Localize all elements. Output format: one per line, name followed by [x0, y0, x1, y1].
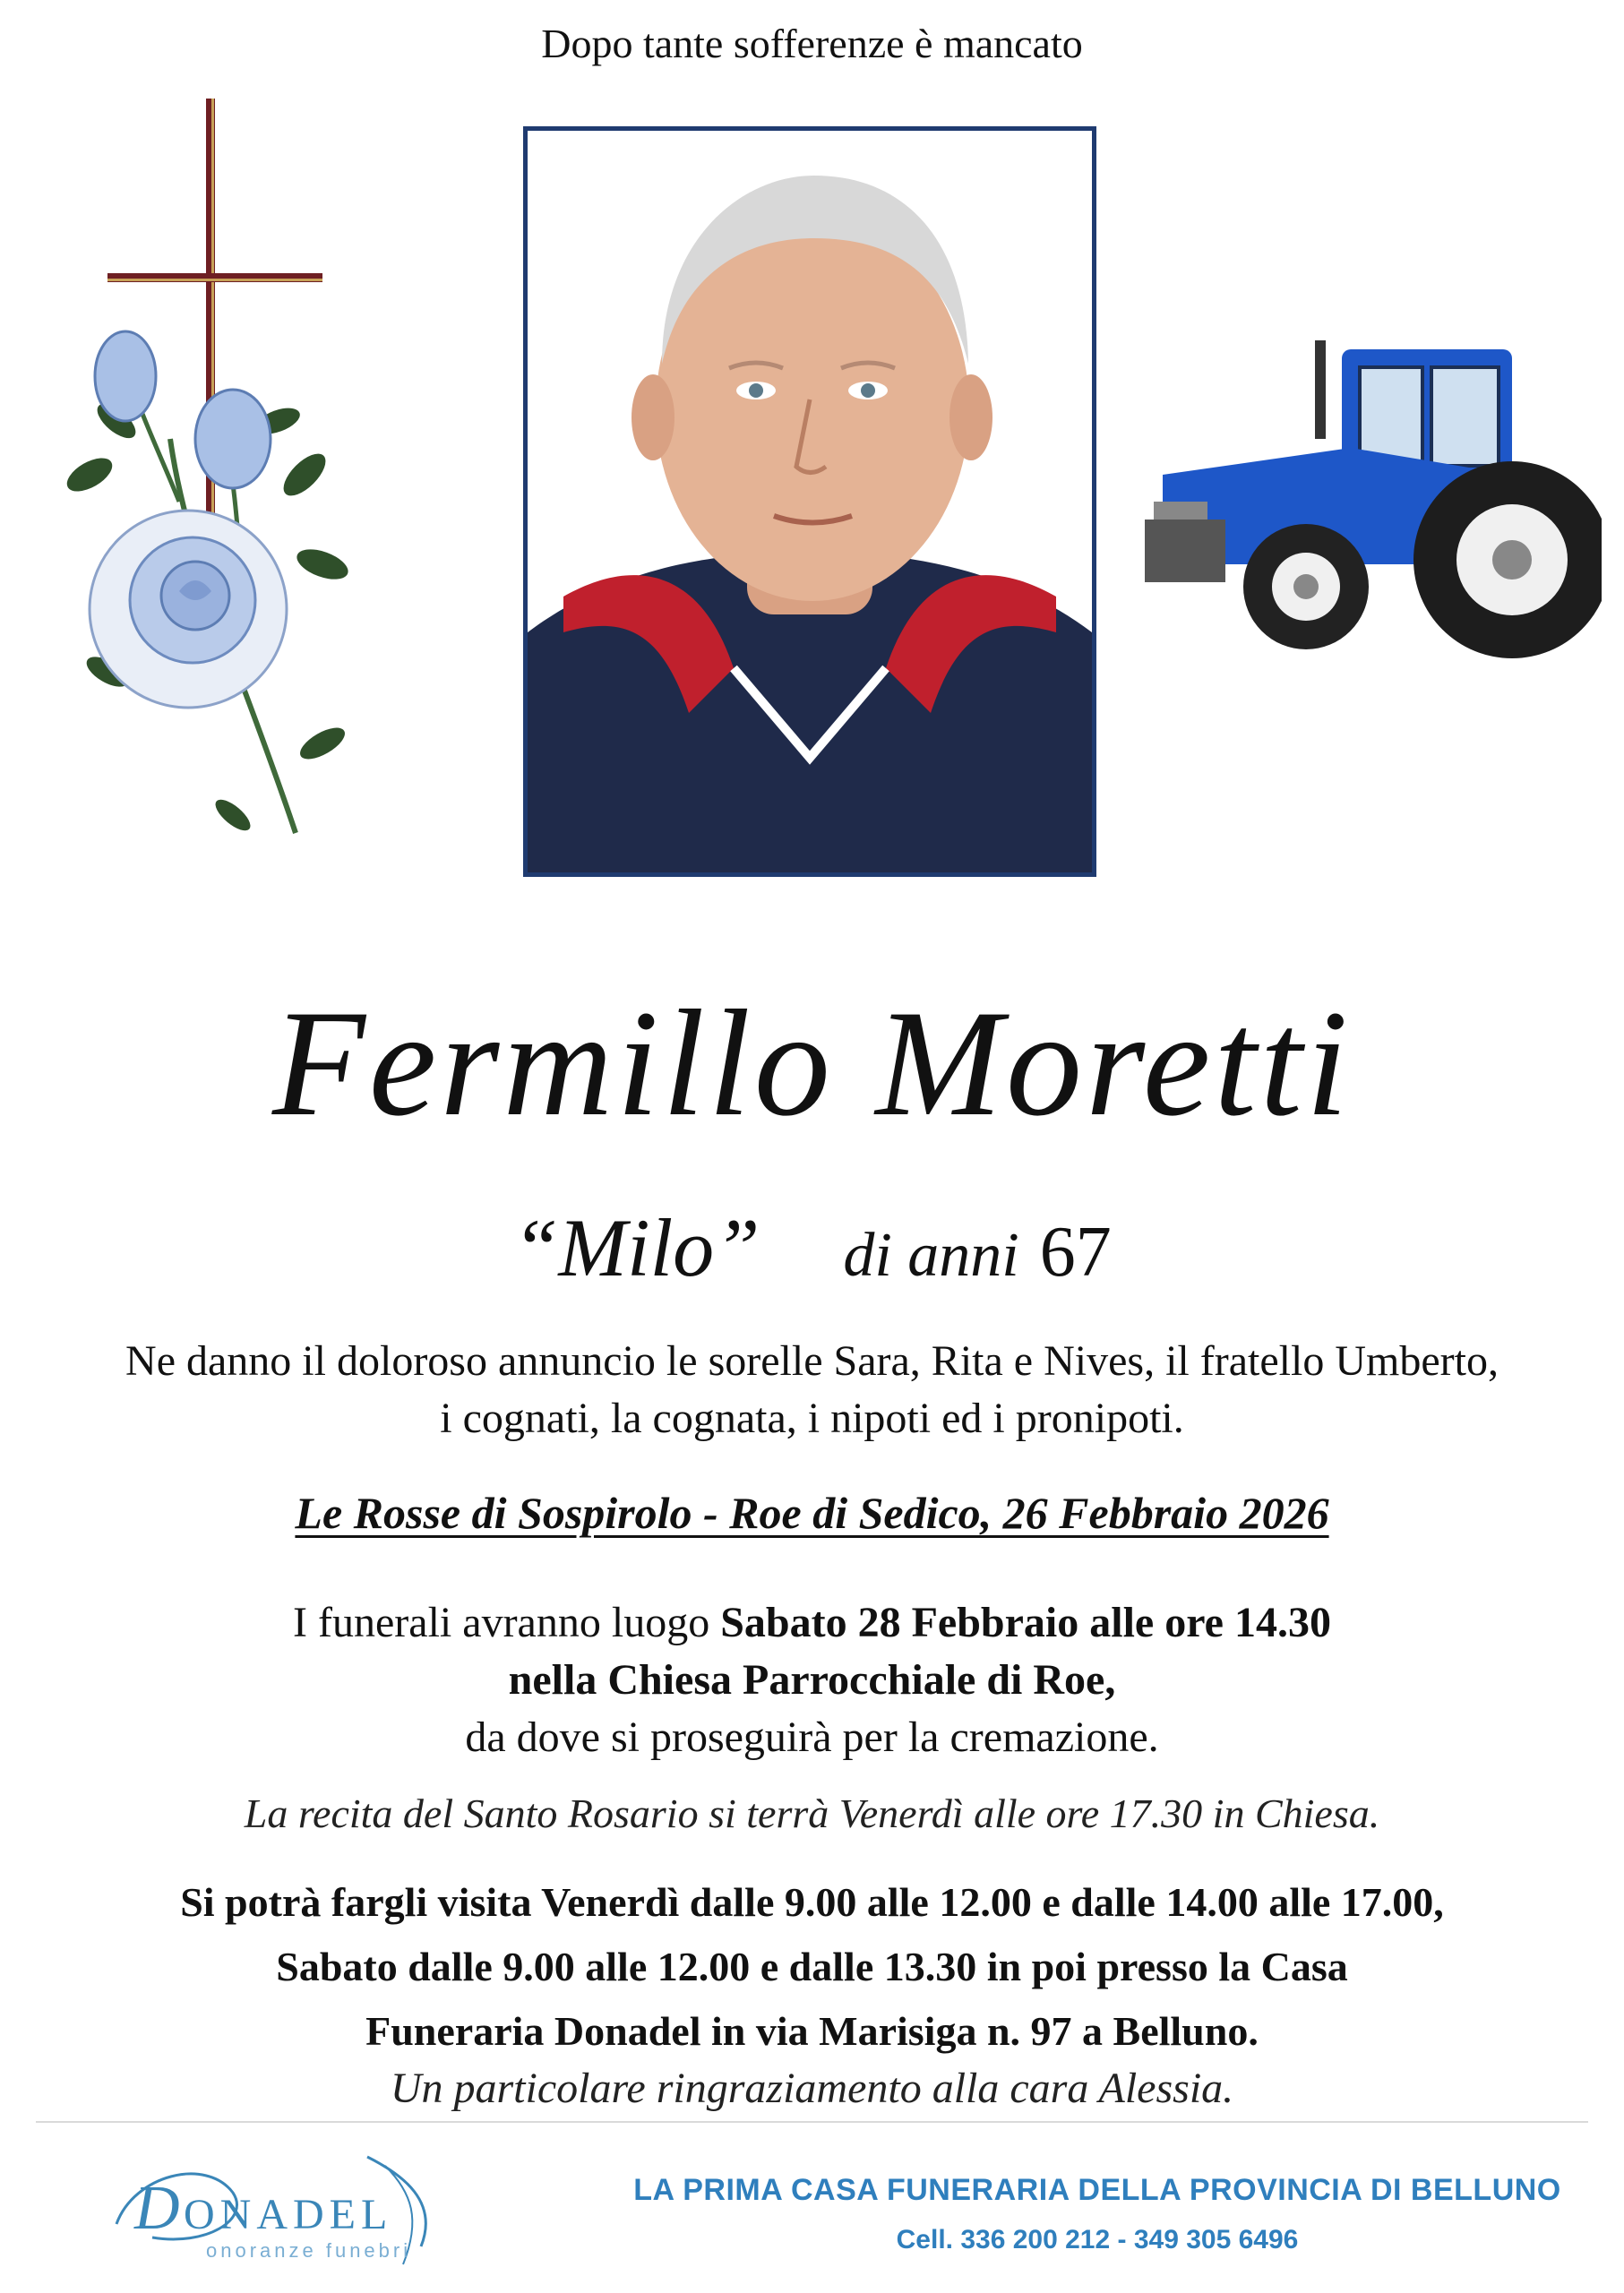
footer-divider: [36, 2121, 1588, 2123]
intro-text: Dopo tante sofferenze è mancato: [541, 21, 1083, 66]
deceased-name: Fermillo Moretti: [271, 979, 1353, 1147]
nickname: “Milo”: [512, 1202, 760, 1293]
portrait-image: [528, 131, 1092, 872]
svg-text:ONADEL: ONADEL: [184, 2191, 393, 2238]
announcement-line-2: i cognati, la cognata, i nipoti ed i pronipoti.: [440, 1395, 1184, 1442]
visits-line-3: Funeraria Donadel in via Marisiga n. 97 a Belluno.: [365, 2008, 1259, 2054]
visits-line-2: Sabato dalle 9.00 alle 12.00 e dalle 13.30 in poi presso la Casa: [276, 1944, 1348, 1989]
funeral-info: [0, 1594, 1624, 1766]
portrait-photo: [523, 126, 1096, 877]
visits-info: [0, 1870, 1624, 2064]
footer-slogan: LA PRIMA CASA FUNERARIA DELLA PROVINCIA DI BELLUNO: [633, 2173, 1561, 2207]
donadel-logo: [99, 2139, 502, 2273]
announcement-line-1: Ne danno il doloroso annuncio le sorelle Sara, Rita e Nives, il fratello Umberto,: [125, 1337, 1499, 1385]
cross-with-roses-icon: [54, 99, 376, 860]
funeral-where: nella Chiesa Parrocchiale di Roe,: [508, 1656, 1116, 1704]
announcement: [0, 1333, 1624, 1447]
footer-phones: Cell. 336 200 212 - 349 305 6496: [896, 2225, 1299, 2254]
funeral-after: da dove si proseguirà per la cremazione.: [465, 1713, 1159, 1761]
funeral-prefix: I funerali avranno luogo: [293, 1599, 721, 1646]
age-number: 67: [1039, 1213, 1112, 1292]
funeral-when: Sabato 28 Febbraio alle ore 14.30: [720, 1599, 1331, 1646]
nickname-age-line: [0, 1200, 1624, 1295]
visits-line-1: Si potrà fargli visita Venerdì dalle 9.00 alle 12.00 e dalle 14.00 alle 17.00,: [180, 1879, 1444, 1925]
svg-text:onoranze funebri: onoranze funebri: [206, 2239, 412, 2262]
tractor-icon: [1136, 340, 1602, 663]
place-date: Le Rosse di Sospirolo - Roe di Sedico, 26 Febbraio 2026: [295, 1488, 1329, 1538]
funeral-line-1: [0, 1594, 1624, 1652]
age-label: di anni: [843, 1221, 1019, 1290]
rosary-info: La recita del Santo Rosario si terrà Venerdì alle ore 17.30 in Chiesa.: [244, 1791, 1380, 1836]
svg-text:D: D: [134, 2174, 180, 2243]
thanks-text: Un particolare ringraziamento alla cara Alessia.: [390, 2065, 1234, 2112]
